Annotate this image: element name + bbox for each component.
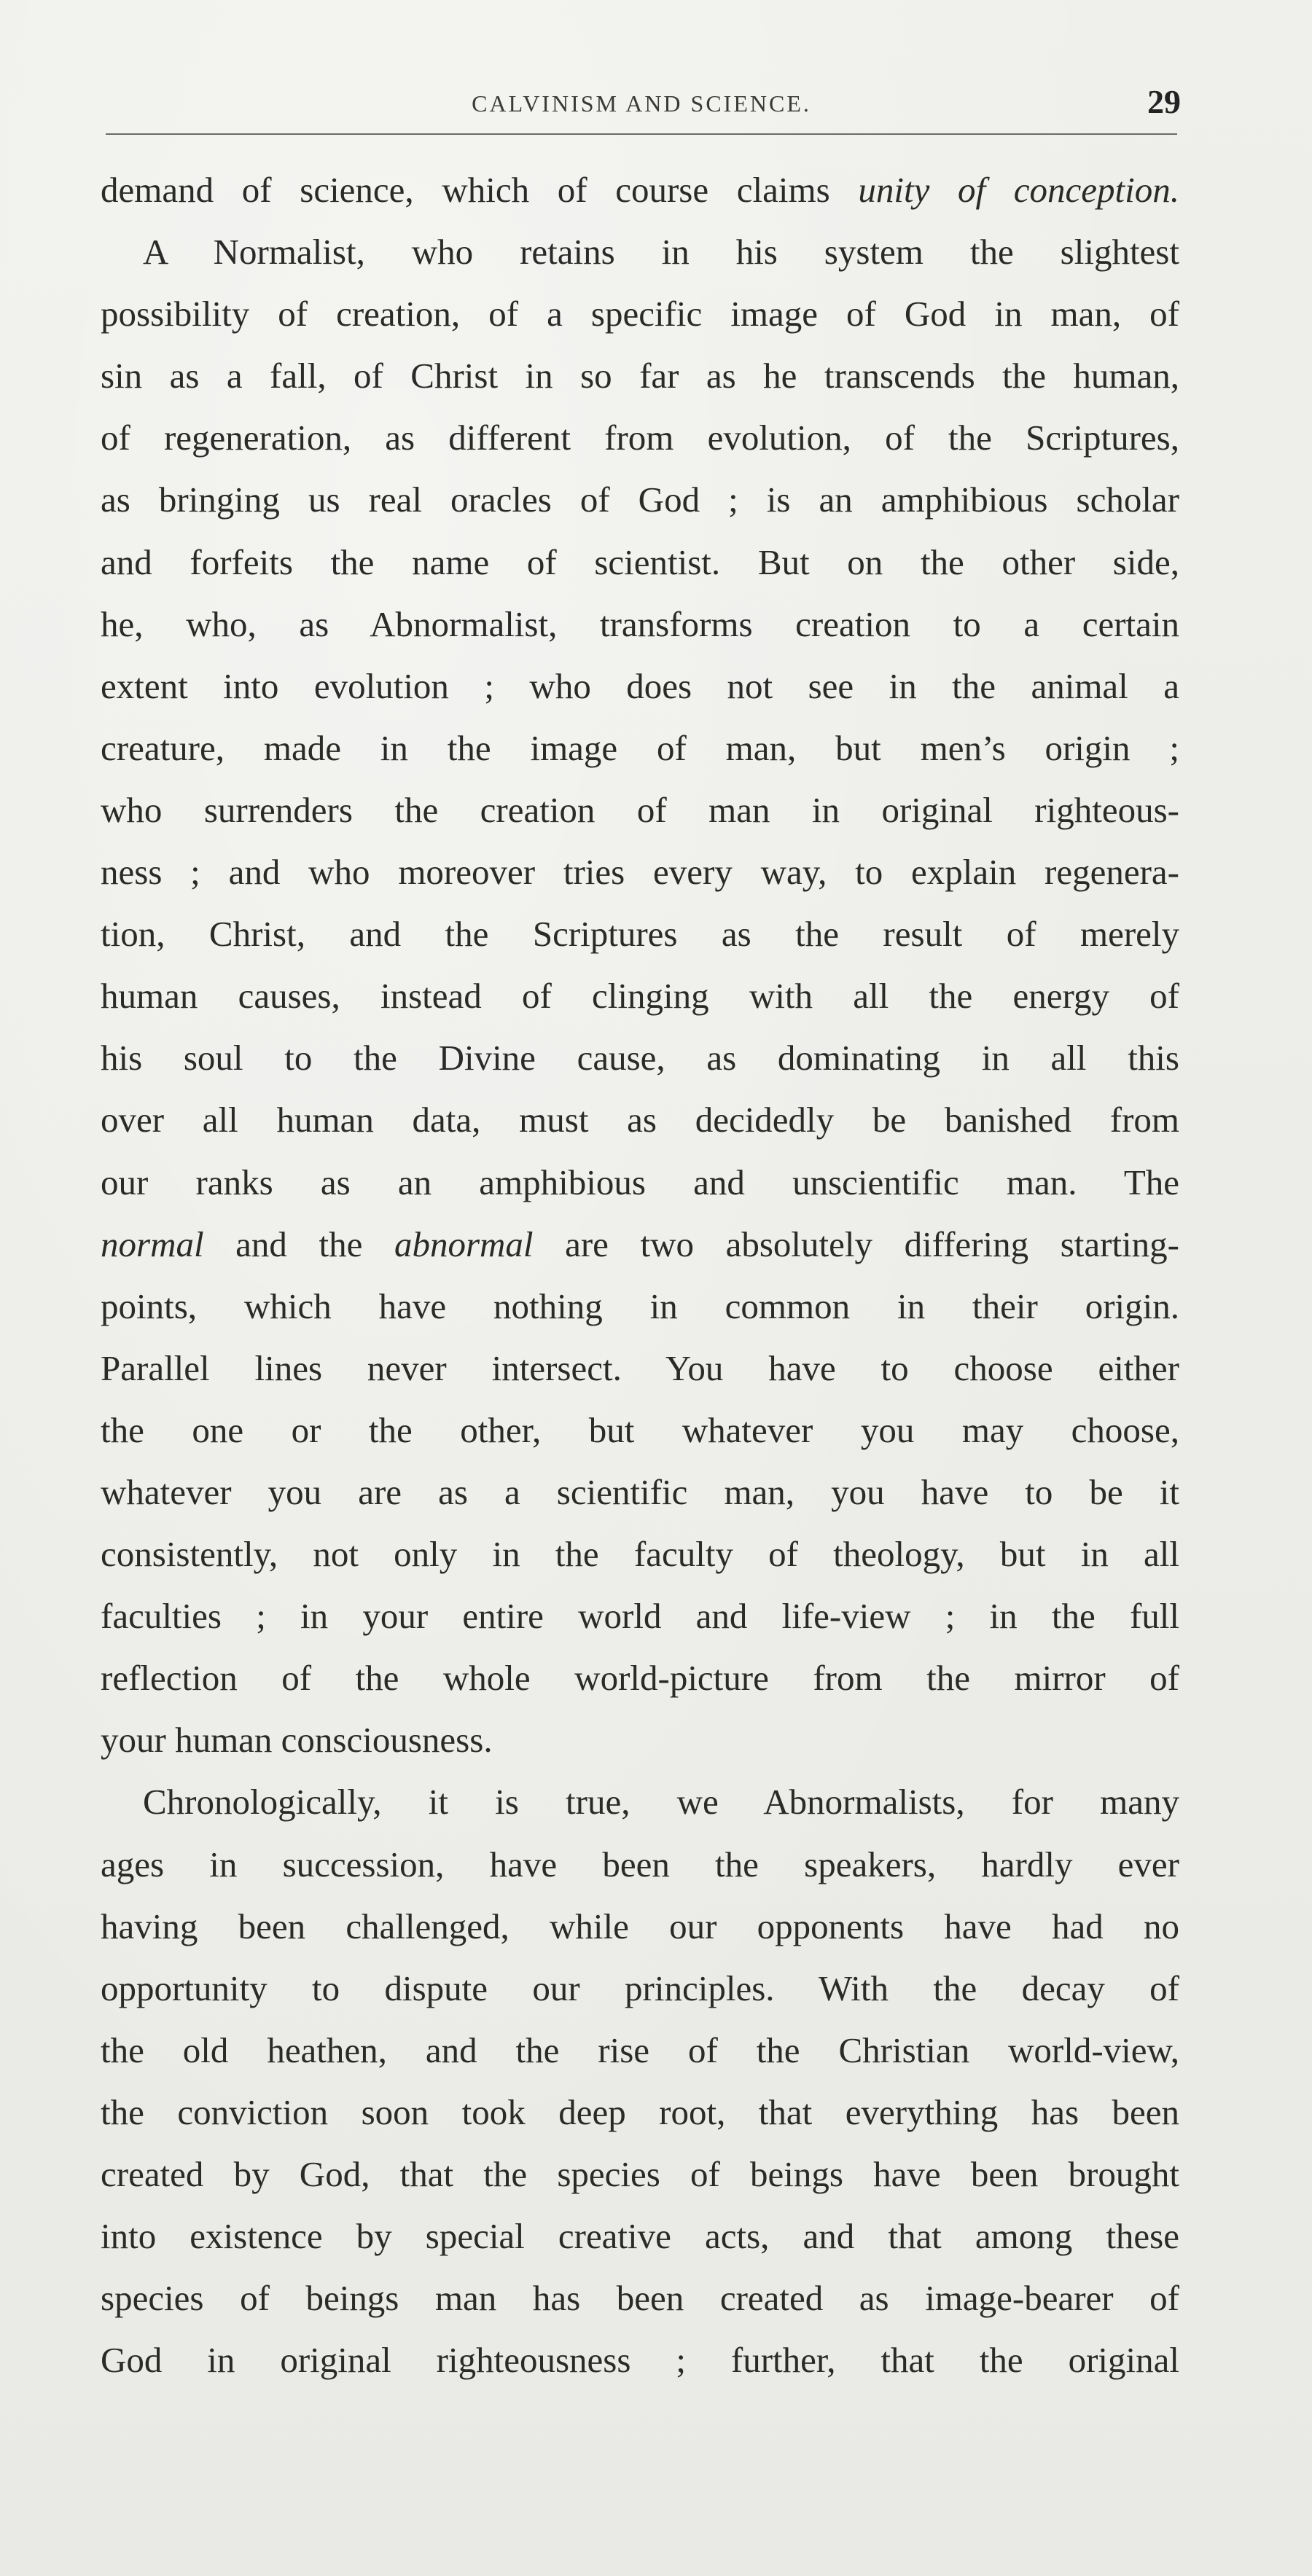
text-segment: as bringing us real oracles of God ; is an amphibious scholar <box>101 479 1179 520</box>
text-segment: reflection of the whole world-picture from the mirror of <box>101 1658 1179 1699</box>
text-segment: Chronologically, it is true, we Abnormalists, for many <box>143 1782 1179 1823</box>
text-line <box>101 655 1179 717</box>
text-line <box>101 1213 1179 1275</box>
text-segment: over all human data, must as decidedly be banished from <box>101 1100 1179 1140</box>
text-line <box>101 2329 1179 2391</box>
text-segment: creature, made in the image of man, but men’s origin ; <box>101 727 1179 768</box>
text-segment: faculties ; in your entire world and life-view ; in the full <box>101 1596 1179 1637</box>
text-segment: sin as a fall, of Christ in so far as he transcends the human, <box>101 356 1179 396</box>
text-line <box>101 1647 1179 1709</box>
text-line <box>101 531 1179 593</box>
text-line <box>101 717 1179 779</box>
text-line <box>101 283 1179 345</box>
text-line <box>101 841 1179 903</box>
body-text <box>101 159 1179 2391</box>
italic-phrase: normal <box>101 1224 204 1264</box>
text-line <box>101 1833 1179 1895</box>
text-line <box>101 1709 1179 1771</box>
text-segment: human causes, instead of clinging with all the energy of <box>101 976 1179 1017</box>
text-line <box>101 2019 1179 2081</box>
text-segment: into existence by special creative acts, and that among these <box>101 2216 1179 2257</box>
running-title: CALVINISM AND SCIENCE. <box>472 90 811 117</box>
text-line <box>101 779 1179 841</box>
text-segment: the old heathen, and the rise of the Christian world-view, <box>101 2029 1179 2070</box>
text-line <box>101 1957 1179 2019</box>
text-line <box>101 1089 1179 1151</box>
text-segment: points, which have nothing in common in their origin. <box>101 1285 1179 1326</box>
page-number: 29 <box>1147 83 1181 120</box>
text-line <box>101 221 1179 283</box>
text-line <box>101 1027 1179 1089</box>
text-line <box>101 1461 1179 1523</box>
text-segment: A Normalist, who retains in his system the slightest <box>143 232 1179 273</box>
text-segment: possibility of creation, of a specific image of God in man, of <box>101 294 1179 334</box>
text-segment: species of beings man has been created as image-bearer of <box>101 2278 1179 2319</box>
italic-phrase: unity of conception. <box>858 170 1179 210</box>
text-line <box>101 1399 1179 1461</box>
text-line <box>101 593 1179 655</box>
text-segment: having been challenged, while our opponents have had no <box>101 1906 1179 1946</box>
text-line <box>101 1275 1179 1337</box>
text-segment: God in original righteousness ; further, that the original <box>101 2340 1179 2381</box>
text-line <box>101 345 1179 407</box>
text-segment: ness ; and who moreover tries every way, to explain regenera- <box>101 852 1179 893</box>
text-segment: who surrenders the creation of man in original righteous- <box>101 789 1179 830</box>
text-line <box>101 1523 1179 1585</box>
text-segment: demand of science, which of course claims <box>101 170 859 210</box>
text-segment: the conviction soon took deep root, that everything has been <box>101 2091 1179 2132</box>
text-line <box>101 965 1179 1027</box>
text-line <box>101 2267 1179 2329</box>
text-segment: are two absolutely differing starting- <box>533 1224 1179 1264</box>
text-line <box>101 407 1179 469</box>
text-line <box>101 469 1179 531</box>
text-segment: whatever you are as a scientific man, you have to be it <box>101 1471 1179 1512</box>
text-segment: of regeneration, as different from evolution, of the Scriptures, <box>101 418 1179 458</box>
text-line <box>101 1151 1179 1213</box>
text-segment: the one or the other, but whatever you may choose, <box>101 1409 1179 1450</box>
text-line <box>101 2081 1179 2143</box>
text-segment: his soul to the Divine cause, as dominating in all this <box>101 1038 1179 1078</box>
header-rule <box>106 133 1177 135</box>
running-head <box>102 83 1181 130</box>
text-line <box>101 2143 1179 2205</box>
text-line <box>101 1895 1179 1957</box>
text-segment: he, who, as Abnormalist, transforms creation to a certain <box>101 603 1179 644</box>
text-segment: your human consciousness. <box>101 1720 493 1761</box>
text-segment: tion, Christ, and the Scriptures as the result of merely <box>101 914 1179 955</box>
italic-phrase: abnormal <box>394 1224 534 1264</box>
text-segment: consistently, not only in the faculty of theology, but in all <box>101 1534 1179 1575</box>
text-line <box>101 159 1179 221</box>
text-segment: our ranks as an amphibious and unscientific man. The <box>101 1162 1179 1202</box>
text-line <box>101 1771 1179 1833</box>
text-line <box>101 2205 1179 2267</box>
text-segment: opportunity to dispute our principles. With the decay of <box>101 1968 1179 2008</box>
text-segment: Parallel lines never intersect. You have to choose either <box>101 1347 1179 1388</box>
text-segment: created by God, that the species of beings have been brought <box>101 2154 1179 2194</box>
text-segment: ages in succession, have been the speakers, hardly ever <box>101 1844 1179 1884</box>
text-segment: and the <box>203 1224 394 1264</box>
text-segment: and forfeits the name of scientist. But on the other side, <box>101 541 1179 582</box>
text-line <box>101 1585 1179 1647</box>
text-segment: extent into evolution ; who does not see in the animal a <box>101 665 1179 706</box>
text-line <box>101 903 1179 965</box>
text-line <box>101 1337 1179 1399</box>
